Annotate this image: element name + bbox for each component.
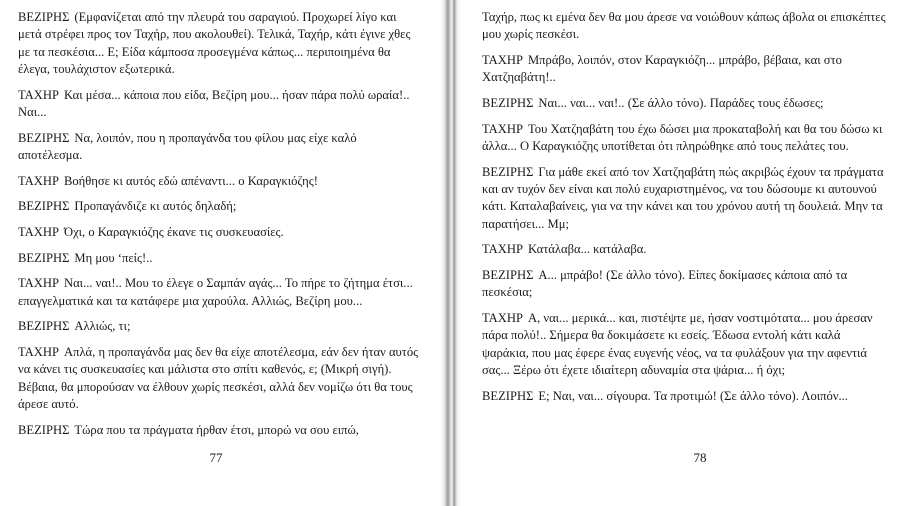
dialogue-text: Μη μου ‘πείς!.. [74, 250, 153, 265]
speaker-name: ΒΕΖΙΡΗΣ [18, 130, 70, 145]
speaker-name: ΤΑΧΗΡ [482, 242, 523, 257]
dialogue-paragraph [482, 9, 888, 44]
dialogue-text: Για μάθε εκεί από τον Χατζηαβάτη πώς ακριβώς έχουν τα πράγματα και αν τυχόν δεν είναι και πολύ ευχαριστημένος, να του δώσουμε κι αυτουνού κάτι. Καταλαβαίνεις, για να την κάνει και του χρόνου αυτή τη δουλειά. Μην τα παρατήσει... Μμ; [482, 164, 884, 231]
dialogue-paragraph [18, 318, 422, 335]
dialogue-text: Και μέσα... κάποια που είδα, Βεζίρη μου... ήσαν πάρα πολύ ωραία!.. Ναι... [18, 87, 410, 120]
speaker-name: ΤΑΧΗΡ [18, 276, 59, 291]
dialogue-paragraph [482, 267, 888, 302]
speaker-name: ΒΕΖΙΡΗΣ [18, 422, 70, 437]
dialogue-paragraph [18, 224, 422, 241]
dialogue-paragraph [18, 422, 422, 439]
dialogue-text: Ε; Ναι, ναι... σίγουρα. Τα προτιμώ! (Σε άλλο τόνο). Λοιπόν... [538, 388, 848, 403]
dialogue-text: Απλά, η προπαγάνδα μας δεν θα είχε αποτέλεσμα, εάν δεν ήταν αυτός να κάνει τις συσκευασίες και μάλιστα στο σπίτι καθενός, ε; (Μικρή σιγή). Βέβαια, θα μπορούσαν να έλθουν χωρίς πεσκέσι, αλλά δεν νομίζω ότι θα τους άρεσε αυτό. [18, 344, 419, 411]
dialogue-text: Τώρα που τα πράγματα ήρθαν έτσι, μπορώ να σου ειπώ, [74, 422, 359, 437]
dialogue-paragraph [18, 87, 422, 122]
dialogue-text: Κατάλαβα... κατάλαβα. [527, 242, 647, 257]
dialogue-text: Ταχήρ, πως κι εμένα δεν θα μου άρεσε να νοιώθουν κάπως άβολα οι επισκέπτες μου χωρίς πεσκέσι. [482, 10, 886, 42]
speaker-name: ΤΑΧΗΡ [18, 87, 59, 102]
dialogue-text: Α, ναι... μερικά... και, πιστέψτε με, ήσαν νοστιμότατα... μου άρεσαν πάρα πολύ!.. Σήμερα θα δοκιμάσετε κι εσείς. Έδωσα εντολή κάτι καλά ψαράκια, που μας έφερε ένας ευγενής νέος, να τα φυλάξουν για την αφεντιά σας... Ξέρω ότι έχετε ιδιαίτερη αδυναμία στα ψάρια... ή όχι; [482, 311, 873, 378]
dialogue-paragraph [482, 241, 888, 258]
dialogue-text: Μπράβο, λοιπόν, στον Καραγκιόζη... μπράβο, βέβαια, και στο Χατζηαβάτη!.. [482, 53, 842, 85]
dialogue-paragraph [18, 275, 422, 310]
left-page [0, 0, 440, 506]
speaker-name: ΤΑΧΗΡ [482, 53, 523, 67]
dialogue-paragraph [482, 95, 888, 112]
dialogue-text: Όχι, ο Καραγκιόζης έκανε τις συσκευασίες. [63, 225, 284, 239]
left-page-text [18, 9, 422, 447]
right-page [461, 0, 901, 506]
speaker-name: ΤΑΧΗΡ [18, 173, 59, 188]
speaker-name: ΒΕΖΙΡΗΣ [482, 388, 534, 403]
dialogue-text: Βοήθησε κι αυτός εδώ απέναντι... ο Καραγκιόζης! [63, 173, 318, 188]
dialogue-text: Αλλιώς, τι; [74, 319, 131, 334]
dialogue-paragraph [18, 250, 422, 267]
speaker-name: ΤΑΧΗΡ [18, 344, 59, 359]
dialogue-paragraph [482, 52, 888, 87]
dialogue-text: Ναι... ναι!.. Μου το έλεγε ο Σαμπάν αγάς... Το πήρε το ζήτημα έτσι... επαγγελματικά και τα κατάφερε μια χαρούλα. Αλλιώς, Βεζίρη μου... [18, 276, 413, 308]
dialogue-paragraph [18, 130, 422, 165]
speaker-name: ΤΑΧΗΡ [482, 121, 523, 136]
speaker-name: ΒΕΖΙΡΗΣ [18, 199, 70, 214]
dialogue-text: (Εμφανίζεται από την πλευρά του σαραγιού. Προχωρεί λίγο και μετά στρέφει προς τον Ταχήρ, που ακολουθεί). Τελικά, Ταχήρ, κάτι έγινε χθες με τα πεσκέσια... Ε; Είδα κάμποσα προσεγμένα κάπως... περιποιημένα θα έλεγα, τουλάχιστον εξωτερικά. [18, 10, 411, 77]
dialogue-paragraph [18, 9, 422, 79]
speaker-name: ΒΕΖΙΡΗΣ [482, 164, 534, 179]
speaker-name: ΤΑΧΗΡ [18, 225, 59, 239]
dialogue-paragraph [18, 198, 422, 215]
speaker-name: ΒΕΖΙΡΗΣ [482, 96, 534, 110]
dialogue-paragraph [18, 344, 422, 414]
dialogue-text: Α... μπράβο! (Σε άλλο τόνο). Είπες δοκίμασες κάποια από τα πεσκέσια; [482, 268, 848, 300]
dialogue-text: Προπαγάνδιζε κι αυτός δηλαδή; [74, 199, 237, 214]
page-number: 78 [693, 450, 707, 465]
dialogue-paragraph [482, 310, 888, 380]
speaker-name: ΒΕΖΙΡΗΣ [18, 10, 70, 24]
dialogue-paragraph [482, 388, 888, 405]
right-page-text [482, 9, 888, 413]
dialogue-text: Ναι... ναι... ναι!.. (Σε άλλο τόνο). Παράδες τους έδωσες; [538, 96, 824, 110]
speaker-name: ΤΑΧΗΡ [482, 311, 523, 325]
speaker-name: ΒΕΖΙΡΗΣ [18, 250, 70, 265]
dialogue-paragraph [482, 121, 888, 156]
speaker-name: ΒΕΖΙΡΗΣ [482, 268, 534, 282]
dialogue-paragraph [482, 164, 888, 234]
dialogue-text: Να, λοιπόν, που η προπαγάνδα του φίλου μας είχε καλό αποτέλεσμα. [18, 130, 357, 163]
page-number: 77 [209, 450, 223, 465]
speaker-name: ΒΕΖΙΡΗΣ [18, 319, 70, 334]
dialogue-text: Του Χατζηαβάτη του έχω δώσει μια προκαταβολή και θα του δώσω κι άλλα... Ο Καραγκιόζης υποτίθεται ότι πληρώθηκε από τους πελάτες του. [482, 121, 883, 153]
book-spine-gutter [440, 0, 461, 506]
dialogue-paragraph [18, 173, 422, 190]
